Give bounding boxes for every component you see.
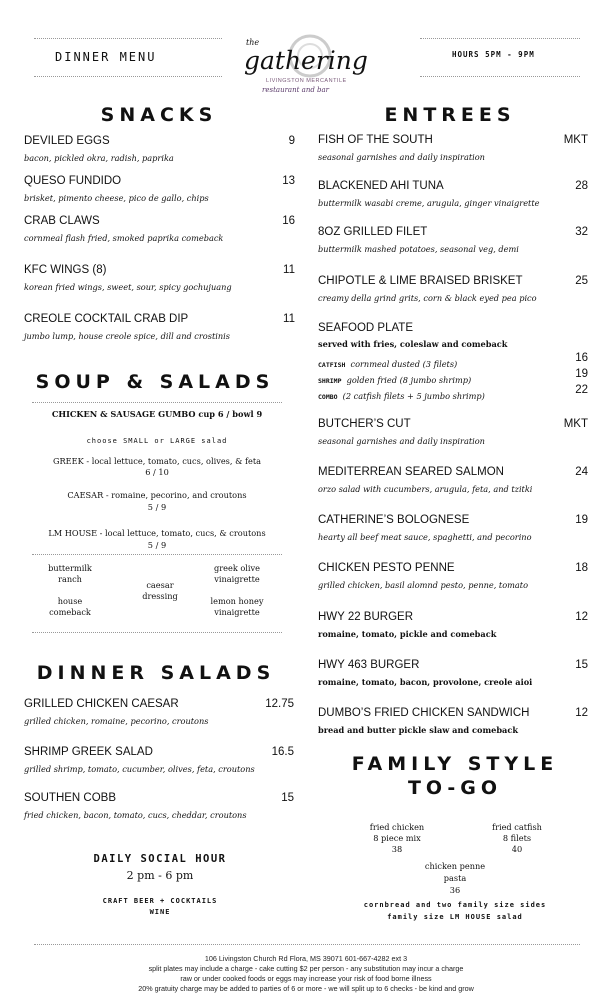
item-desc: seasonal garnishes and daily inspiration — [318, 152, 485, 162]
option-text: cornmeal dusted (3 filets) — [350, 359, 458, 369]
item-desc: romaine, tomato, pickle and comeback — [318, 629, 497, 639]
item-name: SHRIMP GREEK SALAD — [24, 746, 153, 758]
footer-line4: 20% gratuity charge may be added to parties of 6 or more - we will split up to 6 checks - be kind and grow — [138, 984, 474, 993]
item-name: FISH OF THE SOUTH — [318, 134, 433, 146]
menu-item — [24, 313, 295, 341]
item-desc: romaine, tomato, bacon, provolone, creole aioi — [318, 677, 533, 687]
greek-salad: GREEK - local lettuce, tomato, cucs, olives, & feta — [52, 456, 262, 466]
item-name: HWY 463 BURGER — [318, 659, 420, 671]
entrees-title: ENTREES — [384, 104, 516, 126]
item-price: 25 — [575, 275, 588, 287]
item-price: 11 — [283, 313, 295, 325]
option-label: SHRIMP — [318, 377, 342, 385]
caesar-price: 5 / 9 — [147, 502, 167, 512]
menu-item — [24, 175, 295, 203]
item-price: 16 — [282, 215, 295, 227]
social-line1: CRAFT BEER + COCKTAILS — [102, 897, 218, 905]
item-name: CHICKEN PESTO PENNE — [318, 562, 455, 574]
item-price: 12 — [575, 707, 588, 719]
item-desc: orzo salad with cucumbers, arugula, feta, and tzitki — [318, 484, 533, 494]
item-price: 9 — [288, 135, 295, 147]
seafood-plate — [318, 322, 588, 401]
item-desc: korean fried wings, sweet, sour, spicy gochujuang — [24, 282, 232, 292]
item-price: 19 — [575, 514, 588, 526]
dinner-salads-title: DINNER SALADS — [36, 662, 276, 684]
menu-item — [318, 611, 588, 639]
item-desc: buttermilk mashed potatoes, seasonal veg, demi — [318, 244, 519, 254]
footer-line2: split plates may include a charge - cake cutting $2 per person - any substitution may incur a charge — [148, 964, 464, 973]
family-chicken-penne: chicken penne pasta 36 — [424, 861, 486, 895]
option-label: CATFISH — [318, 361, 346, 369]
social-line2: WINE — [149, 908, 171, 916]
item-price: 16.5 — [271, 746, 294, 758]
item-price: 11 — [283, 264, 295, 276]
family-fried-chicken: fried chicken 8 piece mix 38 — [369, 822, 425, 854]
item-desc: hearty all beef meat sauce, spaghetti, and pecorino — [318, 532, 532, 542]
snacks-title: SNACKS — [100, 104, 218, 126]
family-note1: cornbread and two family size sides — [363, 901, 547, 909]
item-price: MKT — [563, 418, 588, 430]
item-name: DUMBO’S FRIED CHICKEN SANDWICH — [318, 707, 530, 719]
item-desc: jumbo lump, house creole spice, dill and crostinis — [24, 331, 230, 341]
item-desc: grilled chicken, basil alomnd pesto, penne, tomato — [318, 580, 529, 590]
soup-title: SOUP & SALADS — [35, 371, 275, 393]
item-desc: creamy della grind grits, corn & black eyed pea pico — [318, 293, 537, 303]
item-name: MEDITERREAN SEARED SALMON — [318, 466, 504, 478]
dressing-ranch: buttermilk ranch — [48, 563, 92, 584]
menu-item — [24, 792, 294, 820]
item-price: 18 — [575, 562, 588, 574]
item-price: 12 — [575, 611, 588, 623]
item-name: 8OZ GRILLED FILET — [318, 226, 428, 238]
menu-item — [24, 215, 295, 243]
item-name: SOUTHEN COBB — [24, 792, 117, 804]
option-text: golden fried (8 jumbo shrimp) — [346, 375, 472, 385]
menu-item — [318, 562, 588, 590]
option-price: 22 — [575, 384, 588, 396]
social-hour-title: DAILY SOCIAL HOUR — [93, 853, 227, 865]
option-price: 19 — [575, 368, 588, 380]
item-name: KFC WINGS (8) — [24, 264, 107, 276]
menu-item — [318, 514, 588, 542]
menu-item — [318, 134, 588, 162]
menu-item — [318, 226, 588, 254]
family-fried-catfish: fried catfish 8 filets 40 — [492, 822, 542, 854]
footer-line3: raw or under cooked foods or eggs may increase your risk of food borne illness — [180, 974, 432, 983]
menu-item — [318, 180, 588, 208]
hours: HOURS 5PM - 9PM — [452, 50, 535, 59]
greek-price: 6 / 10 — [145, 467, 169, 477]
item-price: 15 — [281, 792, 294, 804]
item-desc: bacon, pickled okra, radish, paprika — [24, 153, 174, 163]
option-text: (2 catfish filets + 5 jumbo shrimp) — [342, 391, 485, 401]
lm-house-price: 5 / 9 — [147, 540, 167, 550]
item-name: DEVILED EGGS — [24, 135, 110, 147]
menu-item — [318, 466, 588, 494]
item-name: GRILLED CHICKEN CAESAR — [24, 698, 179, 710]
item-desc: grilled chicken, romaine, pecorino, croutons — [24, 716, 209, 726]
item-price: 15 — [575, 659, 588, 671]
item-desc: bread and butter pickle slaw and comeback — [318, 725, 519, 735]
item-name: CRAB CLAWS — [24, 215, 100, 227]
item-name: BLACKENED AHI TUNA — [318, 180, 444, 192]
item-name: SEAFOOD PLATE — [318, 322, 414, 334]
item-desc: fried chicken, bacon, tomato, cucs, cheddar, croutons — [24, 810, 247, 820]
lm-house-salad: LM HOUSE - local lettuce, tomato, cucs, & croutons — [48, 528, 266, 538]
dressing-caesar: caesar dressing — [142, 580, 178, 601]
family-note2: family size LM HOUSE salad — [387, 913, 523, 921]
footer — [0, 954, 612, 994]
item-name: CATHERINE’S BOLOGNESE — [318, 514, 470, 526]
logo-text: gathering — [244, 46, 368, 75]
item-price: 32 — [575, 226, 588, 238]
item-desc: buttermilk wasabi creme, arugula, ginger vinaigrette — [318, 198, 540, 208]
item-price: 13 — [282, 175, 295, 187]
item-desc: cornmeal flash fried, smoked paprika comeback — [24, 233, 224, 243]
item-price: 28 — [575, 180, 588, 192]
seafood-option — [318, 368, 588, 385]
menu-title: DINNER MENU — [55, 50, 157, 64]
item-name: CREOLE COCKTAIL CRAB DIP — [24, 313, 189, 325]
item-desc: seasonal garnishes and daily inspiration — [318, 436, 485, 446]
seafood-option — [318, 384, 588, 401]
menu-item — [24, 698, 294, 726]
item-name: HWY 22 BURGER — [318, 611, 414, 623]
menu-item — [24, 135, 295, 163]
option-label: COMBO — [318, 393, 338, 401]
footer-address: 106 Livingston Church Rd Flora, MS 39071 601-667-4282 ext 3 — [204, 954, 408, 963]
seafood-option — [318, 352, 588, 369]
menu-item — [24, 264, 295, 292]
logo-small: the — [246, 38, 260, 47]
item-price: MKT — [563, 134, 588, 146]
item-desc: grilled shrimp, tomato, cucumber, olives, feta, croutons — [24, 764, 255, 774]
menu-item — [24, 746, 294, 774]
option-price: 16 — [575, 352, 588, 364]
menu-item — [318, 659, 588, 687]
family-style-title: FAMILY STYLE TO-GO — [351, 753, 559, 799]
item-desc: served with fries, coleslaw and comeback — [318, 339, 508, 349]
logo-sub: LIVINGSTON MERCANTILE — [266, 78, 347, 84]
salad-choose: choose SMALL or LARGE salad — [86, 437, 228, 445]
item-name: QUESO FUNDIDO — [24, 175, 122, 187]
item-name: CHIPOTLE & LIME BRAISED BRISKET — [318, 275, 523, 287]
logo-tagline: restaurant and bar — [262, 86, 330, 94]
item-desc: brisket, pimento cheese, pico de gallo, chips — [24, 193, 209, 203]
social-hour-time: 2 pm - 6 pm — [126, 869, 194, 882]
menu-item — [318, 418, 588, 446]
item-name: BUTCHER’S CUT — [318, 418, 411, 430]
dressing-lemon: lemon honey vinaigrette — [210, 596, 264, 617]
item-price: 12.75 — [265, 698, 294, 710]
menu-item — [318, 707, 588, 735]
gumbo: CHICKEN & SAUSAGE GUMBO cup 6 / bowl 9 — [51, 409, 263, 419]
dressing-comeback: house comeback — [49, 596, 91, 617]
menu-item — [318, 275, 588, 303]
item-price: 24 — [575, 466, 588, 478]
caesar-salad: CAESAR - romaine, pecorino, and croutons — [67, 490, 247, 500]
dressing-greek: greek olive vinaigrette — [213, 563, 261, 584]
